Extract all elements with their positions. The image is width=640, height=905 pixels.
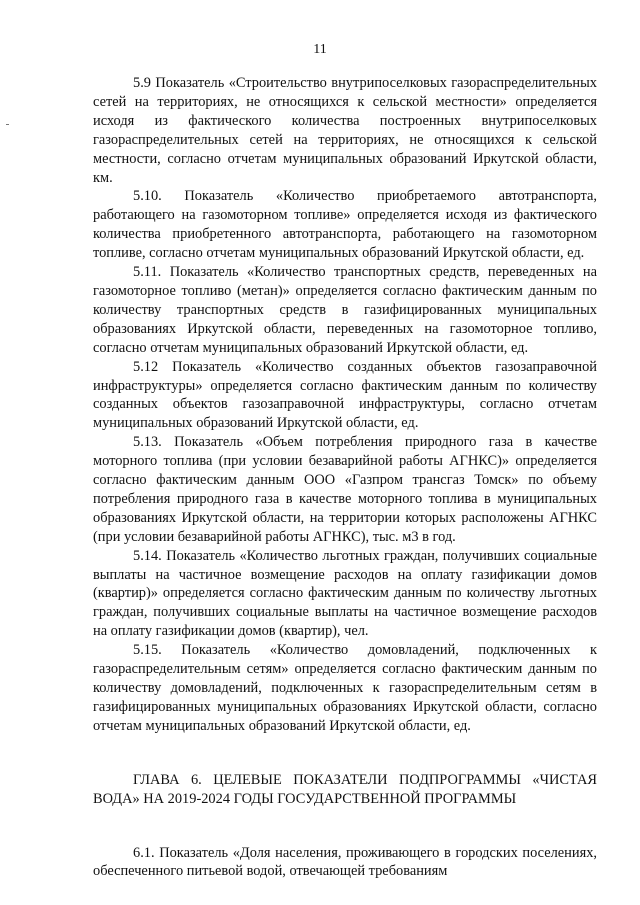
paragraph-5-11: 5.11. Показатель «Количество транспортных средств, переведенных на газомоторное топливо (метан)» определяется согласно фактическим данным по количеству транспортных средств в газифицированных муниципальных образованиях Иркутской области, переведенных на газомоторное топливо, согласно отчетам муниципальных образований Иркутской области, ед.: [93, 264, 597, 356]
document-body: [93, 74, 597, 881]
paragraph-5-9: 5.9 Показатель «Строительство внутрипоселковых газораспределительных сетей на территориях, не относящихся к сельской местности» определяется исходя из фактического количества построенных внутрипоселковых газораспределительных сетей на территориях, не относящихся к сельской местности, согласно отчетам муниципальных образований Иркутской области, км.: [93, 75, 597, 186]
page-number: 11: [313, 42, 327, 57]
paragraph-5-15: 5.15. Показатель «Количество домовладений, подключенных к газораспределительным сетям» определяется согласно фактическим данным по количеству домовладений, подключенных к газораспределительным сетям в газифицированных муниципальных образованиях Иркутской области, согласно отчетам муниципальных образований Иркутской области, ед.: [93, 642, 597, 734]
paragraph-6-1: 6.1. Показатель «Доля населения, проживающего в городских поселениях, обеспеченного питьевой водой, отвечающей требованиям: [93, 844, 597, 880]
paragraph-5-10: 5.10. Показатель «Количество приобретаемого автотранспорта, работающего на газомоторном топливе» определяется исходя из фактического количества приобретенного автотранспорта, работающего на газомоторном топливе, согласно отчетам муниципальных образований Иркутской области, ед.: [93, 188, 597, 262]
paragraph-5-12: 5.12 Показатель «Количество созданных объектов газозаправочной инфраструктуры» определяется согласно фактическим данным по количеству созданных объектов газозаправочной инфраструктуры, согласно отчетам муниципальных образований Иркутской области, ед.: [93, 358, 597, 432]
margin-mark: [6, 124, 9, 125]
chapter-heading: ГЛАВА 6. ЦЕЛЕВЫЕ ПОКАЗАТЕЛИ ПОДПРОГРАММЫ «ЧИСТАЯ ВОДА» НА 2019-2024 ГОДЫ ГОСУДАРСТВЕННОЙ ПРОГРАММЫ: [93, 771, 597, 807]
paragraph-5-13: 5.13. Показатель «Объем потребления природного газа в качестве моторного топлива (при условии безаварийной работы АГНКС)» определяется согласно фактическим данным ООО «Газпром трансгаз Томск» по объему потребления природного газа в качестве моторного топлива в муниципальных образованиях Иркутской области, на территории которых расположены АГНКС (при условии безаварийной работы АГНКС), тыс. м3 в год.: [93, 434, 597, 545]
paragraph-5-14: 5.14. Показатель «Количество льготных граждан, получивших социальные выплаты на частичное возмещение расходов на оплату газификации домов (квартир)» определяется согласно фактическим данным по количеству льготных граждан, получивших социальные выплаты на частичное возмещение расходов на оплату газификации домов (квартир), чел.: [93, 547, 597, 640]
